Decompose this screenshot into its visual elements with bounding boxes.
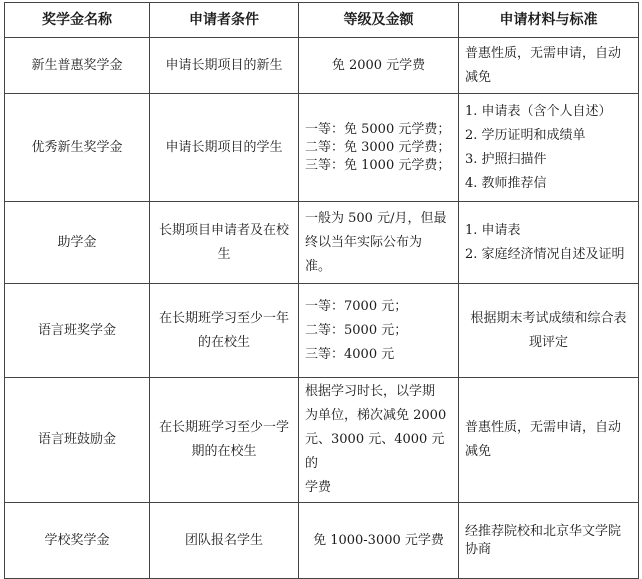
materials-cell <box>459 503 639 579</box>
scholarship-table <box>4 2 639 579</box>
amount-line: 免 1000-3000 元学费 <box>313 532 444 548</box>
scholarship-name-cell: 学校奖学金 <box>5 503 150 579</box>
condition-line: 在长期班学习至少一年 <box>158 310 289 326</box>
amount-cell <box>299 94 459 202</box>
amount-cell <box>299 378 459 503</box>
materials-cell <box>459 94 639 202</box>
condition-line: 申请长期项目的新生 <box>165 57 283 73</box>
condition-cell <box>150 38 299 94</box>
table-row <box>5 378 639 503</box>
scholarship-name-cell: 语言班鼓励金 <box>5 378 150 503</box>
amount-line: 二等：免 3000 元学费； <box>305 139 451 155</box>
amount-line: 二等：5000 元； <box>305 322 408 338</box>
condition-cell <box>150 94 299 202</box>
materials-line: 减免 <box>465 444 492 459</box>
amount-line: 三等：4000 元 <box>305 346 395 362</box>
condition-line: 团队报名学生 <box>184 532 263 548</box>
amount-line: 三等：免 1000 元学费； <box>305 157 451 173</box>
scholarship-name-cell: 助学金 <box>5 202 150 284</box>
materials-cell <box>459 202 639 284</box>
condition-line: 期的在校生 <box>191 444 257 459</box>
amount-cell <box>299 284 459 378</box>
materials-line: 现评定 <box>528 334 568 350</box>
scholarship-table-container <box>4 2 639 579</box>
header-materials-criteria: 申请材料与标准 <box>459 3 639 38</box>
condition-line: 在长期班学习至少一学 <box>158 420 289 435</box>
condition-line: 的在校生 <box>197 334 250 350</box>
materials-cell <box>459 38 639 94</box>
condition-cell <box>150 284 299 378</box>
amount-line: 免 2000 元学费 <box>331 57 426 73</box>
materials-line: 2. 家庭经济情况自述及证明 <box>465 246 625 262</box>
amount-line: 一等：7000 元； <box>305 298 408 314</box>
table-row <box>5 94 639 202</box>
materials-line: 经推荐院校和北京华文学院 <box>465 523 622 539</box>
materials-line: 普惠性质，无需申请，自动 <box>465 420 622 435</box>
condition-line: 长期项目申请者及在校 <box>158 222 289 238</box>
table-row <box>5 38 639 94</box>
materials-line: 减免 <box>465 69 492 85</box>
amount-line: 学费 <box>305 480 332 495</box>
scholarship-name-cell: 优秀新生奖学金 <box>5 94 150 202</box>
amount-cell <box>299 202 459 284</box>
condition-cell <box>150 378 299 503</box>
table-row <box>5 202 639 284</box>
materials-line: 3. 护照扫描件 <box>465 151 547 167</box>
materials-line: 普惠性质，无需申请，自动 <box>465 45 622 61</box>
amount-line: 元、3000 元、4000 元的 <box>305 432 445 471</box>
amount-line: 一等：免 5000 元学费； <box>305 121 451 137</box>
amount-cell <box>299 38 459 94</box>
materials-line: 协商 <box>465 541 492 557</box>
materials-line: 1. 申请表（含个人自述） <box>465 103 612 119</box>
condition-line: 生 <box>217 246 231 262</box>
table-row <box>5 284 639 378</box>
header-applicant-condition: 申请者条件 <box>150 3 299 38</box>
amount-line: 准。 <box>305 258 332 274</box>
materials-cell <box>459 378 639 503</box>
scholarship-name-cell: 语言班奖学金 <box>5 284 150 378</box>
amount-line: 根据学习时长，以学期 <box>305 384 436 399</box>
table-header-row <box>5 3 639 38</box>
condition-cell <box>150 202 299 284</box>
amount-line: 终以当年实际公布为 <box>305 234 423 250</box>
materials-line: 4. 教师推荐信 <box>465 175 547 191</box>
header-level-amount: 等级及金额 <box>299 3 459 38</box>
amount-line: 一般为 500 元/月，但最 <box>305 210 447 226</box>
materials-cell <box>459 284 639 378</box>
condition-cell <box>150 503 299 579</box>
amount-cell <box>299 503 459 579</box>
condition-line: 申请长期项目的学生 <box>165 139 283 155</box>
materials-line: 1. 申请表 <box>465 222 521 238</box>
materials-line: 根据期末考试成绩和综合表 <box>470 310 627 326</box>
scholarship-name-cell: 新生普惠奖学金 <box>5 38 150 94</box>
amount-line: 为单位，梯次减免 2000 <box>305 408 447 423</box>
table-row <box>5 503 639 579</box>
materials-line: 2. 学历证明和成绩单 <box>465 127 586 143</box>
header-scholarship-name: 奖学金名称 <box>5 3 150 38</box>
